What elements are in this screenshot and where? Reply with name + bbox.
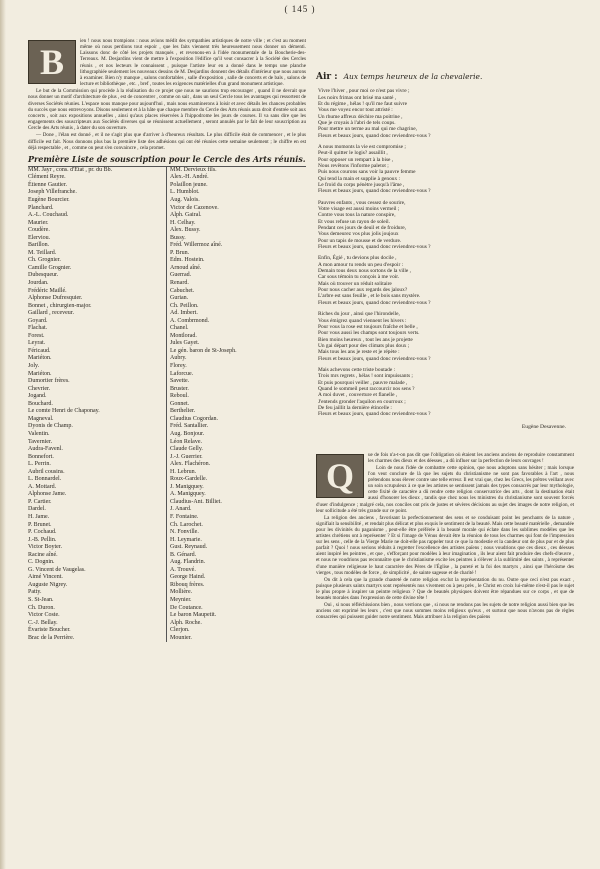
subscriber-name: Goyard. <box>28 317 48 324</box>
subscriber-name: Dardel. <box>28 506 46 513</box>
subscriber-name: H. Leymarie. <box>170 536 202 543</box>
ornamental-dropcap-essay: Q <box>316 454 364 498</box>
song-header <box>316 74 574 80</box>
subscriber-name: H. Jame. <box>28 513 50 520</box>
subscriber-name: Alph. Gairal. <box>170 212 202 219</box>
poem-line: Pour un tapis de mousse et de verdure. <box>318 237 402 244</box>
subscriber-name: Coudère. <box>28 227 50 234</box>
poem-line: Un gai départ pour des climats plus doux ; <box>318 342 410 349</box>
intro-paragraph-1: ien ! nous nous trompions : nous avions médit des sympathies artistiques de notre ville ; et c'est au moment même où nous perdions tout espoir , que les faits viennent très heureusement nous donner un démenti. Laissons donc de côté les projets manqués , et revenons-en à l'idée monumentale de la Boucherie-des-Terreaux. M. Desjardins vient de mettre à l'exposition l'édifice qu'il veut consacrer à la Société des Cercles réunis , et nos lecteurs le connaissent , puisque l'artiste leur en a donné dans le temps une planche lithographiée seulement les nouveaux dessins de M. Desjardins donnent des détails d'intérieur que nous aurons à examiner. Bien n'y manque , salons confortables , salle d'exposition , salle de concerts et de bals , salons de lecture et bibliothèque , etc. , bref , toutes les exigences matérielles d'un grand monument artistique. <box>80 38 306 88</box>
subscriber-name: Joly. <box>28 363 40 370</box>
subscriber-name: George Haind. <box>170 574 206 581</box>
essay-paragraph-4: On dit à cela que la grande chasteté de notre religion exclut la représentation du nu. Outre que ceci n'est pas exact , puisque plusieurs saints martyrs sont représentés nus vivement ou à peu près , le Christ en croix lui-même n'est-il pas le sujet le plus propre à inspirer un peintre religieux ? Que de beautés physiques doivent être répandues sur ce corps , et que de beautés morales dans l'expression de cette divine tête ! <box>316 576 574 601</box>
poem-line: Pauvres enfants , vous cessez de sourire, <box>318 199 406 206</box>
subscriber-name: Ad. Imbert. <box>170 310 198 317</box>
subscriber-name: Flachat. <box>28 325 48 332</box>
subscriber-name: Victor de Cazenove. <box>170 204 219 211</box>
poem-line: Car sous témoin tu conçois à me voir. <box>318 274 400 281</box>
subscriber-name: Brac de la Perrière. <box>28 634 75 641</box>
subscriber-name: Racine aîné. <box>28 551 58 558</box>
subscriber-name: Chanel. <box>170 325 189 332</box>
subscriber-name: Bonnet , chirurgien-major. <box>28 302 92 309</box>
intro-paragraph-2: Le but de la Commission qui procède à la réalisation du ce projet que nous ne saurions trop encourager , quand il ne devrait que nous donner un motif d'architecture de plus , est de concentrer , comme on sait , dans un seul Cercle tous les avantages qui ressortent de diverses Sociétés réunies. L'espace nous manque pour aujourd'hui , mais nous examinerons à loisir et avec détails les chances probables du succès que nous entrevoyons. Disons seulement et à la hâte que chaque membre du Cercle des Arts réunis aura droit d'entrée soit aux concerts , soit aux expositions annuelles , ainsi qu'aux places réservées à l'hippodrome les jours de courses. Il va sans dire que les engagements des souscripteurs aux Sociétés diverses qui se réunissent actuellement , seront annulés par le fait de leur souscription au Cercle des Arts réunis , à dater du son ouverture. <box>28 88 306 132</box>
subscriber-name: Aug. Flandrin. <box>170 559 206 566</box>
subscriber-name: P. Brun. <box>170 249 190 256</box>
poem-line: Peut-il quitter le logis? assaillit , <box>318 150 388 157</box>
subscriber-names-left-column <box>28 167 167 642</box>
poem-stanza <box>318 200 574 251</box>
poem-line: L'arbre est sans feuille , et le bois sans mystère. <box>318 293 421 300</box>
poem-line: Fleurs et beaux jours, quand donc reviendrez-vous ? <box>318 132 431 139</box>
subscriber-name: Jules Gayet. <box>170 340 200 347</box>
subscriber-name: Le comte Henri de Chaponay. <box>28 408 100 415</box>
subscriber-name: Fréd. Santallier. <box>170 423 209 430</box>
subscriber-name: L. Perrin. <box>28 461 51 468</box>
poem-line: A moi duvet , couverture et flanelle , <box>318 392 398 399</box>
poem-stanza <box>318 144 574 195</box>
left-column <box>28 38 306 642</box>
poem-line: Pour mettre un terme au mal qui me chagrine, <box>318 126 417 133</box>
subscriber-name: Féricaud. <box>28 347 51 354</box>
subscriber-name: MM. Dervieux fils. <box>170 166 217 173</box>
subscriber-name: Meynier. <box>170 596 192 603</box>
subscriber-name: C. Dognin. <box>28 559 55 566</box>
subscriber-name: Claude Gelly. <box>170 446 203 453</box>
subscriber-name: Claudius Cogordan. <box>170 415 218 422</box>
poem-stanza <box>318 367 574 418</box>
poem-line: Mais tous les ans je reste et je répète : <box>318 349 400 356</box>
subscriber-name: Joseph Villefranche. <box>28 189 77 196</box>
poem-line: Nous revêtons l'informe paletot ; <box>318 162 389 169</box>
subscriber-name: P. Cartier. <box>28 498 52 505</box>
subscriber-name: F. Fontaine. <box>170 513 199 520</box>
poem-line: Le froid du corps pénètre jusqu'à l'âme , <box>318 181 405 188</box>
subscriber-name: Chevrier. <box>28 385 51 392</box>
subscriber-name: H. Lebrun. <box>170 468 197 475</box>
poem-line: Trois mrs regrets , hélas ! sont impuissants ; <box>318 373 413 380</box>
poem-line: Pour opposer un rempart à la bise , <box>318 156 394 163</box>
poem-line: Demain tous deux nous sortons de la ville , <box>318 268 411 275</box>
subscriber-name: Eugène Bourcier. <box>28 197 70 203</box>
subscriber-name: MM. Jayr , cons. d'État , pr. du Bb. <box>28 166 113 173</box>
subscriber-name: J.-B. Pellin. <box>28 536 57 543</box>
subscriber-name: Aubril cousins. <box>28 468 65 475</box>
subscriber-name: Reboul. <box>170 393 189 400</box>
poem-line: Qui tend la main et supplie à genoux : <box>318 175 401 182</box>
subscriber-name: Planchard. <box>28 204 54 211</box>
subscriber-name: Étienne Gautier. <box>28 181 67 188</box>
subscriber-name: P. Brunet. <box>28 521 52 528</box>
subscriber-names-table <box>28 166 306 642</box>
subscriber-name: M. Teillard. <box>28 249 57 256</box>
subscriber-name: Fréd. Willermoz aîné. <box>170 242 223 249</box>
subscriber-name: Alphonse Jame. <box>28 491 67 498</box>
subscriber-name: Jogand. <box>28 393 47 400</box>
essay-paragraph-3: La religion des anciens , favorisant la perfectionnement des sens et se conduisant point les penchants de la nature , signifiait la sensibilité , et rendait plus délicat et plus exquis le sentiment de la beauté. Mais cette beauté matérielle , demandée pour les divinités du paganisme , peut-elle être préférée à la beauté morale qui éclate dans les sublimes modèles que les artistes chrétiens ont à représenter ? Et si l'image de Vénus devait être la réunion de tous les charmes qui font de l'impression sur les sens , celle de la Vierge Marie ne doit-elle pas rappeler tout ce que la modestie et la candeur ont de plus pur et de plus parfait ? Quoi ! nous serions réduits à regretter l'excellence des artistes païens ; nous voudrions que ces dieux , ces déesses aient inspiré les peintres , et que , s'efforçant pour modèles à leur imagination , ils leur aient fait produire des chefs-d'œuvre , et nous ne voudrions pas reconnaître que le christianisme excite les peintres à s'élever à la sublimité des saints , à représenter d'une manière religieuse le haut caractère des Pères de l'Église , la pureté et la foi des martyrs , ainsi que l'héroïsme des vierges , tous modèles de force , de simplicité , de sainte sagesse et de charité ! <box>316 514 574 576</box>
subscriber-name: Magneval. <box>28 415 54 422</box>
poem-line: Et du régime , hélas ! qu'il me faut suivre <box>318 100 407 107</box>
subscriber-name: Forest. <box>28 332 45 339</box>
poem <box>316 88 574 418</box>
poem-line: Fleurs et beaux jours, quand donc reviendrez-vous ? <box>318 411 431 418</box>
poem-line: A mon amour tu rends un peu d'espoir : <box>318 261 404 268</box>
poem-line: Fleurs et beaux jours, quand donc reviendrez-vous ? <box>318 188 431 195</box>
subscriber-name: J. Manigquey. <box>170 483 204 490</box>
subscriber-name: Alphonse Dufresquier. <box>28 295 83 302</box>
poem-line: A nous momonts la vie est compromise ; <box>318 143 406 150</box>
poem-line: Vous me voyez encor tout attristé : <box>318 107 393 114</box>
poem-line: Quand le sommeil peut raccourcir nos sens ? <box>318 385 415 392</box>
subscriber-name: A. Manigquey. <box>170 491 206 498</box>
subscriber-name: Alex. Flachéron. <box>170 461 211 468</box>
subscriber-name: Ch. Duron. <box>28 604 55 611</box>
subscriber-name: H. Celhay. <box>170 219 196 226</box>
poem-stanza <box>318 311 574 362</box>
subscriber-name: P. Cochaud. <box>28 529 57 536</box>
subscriber-name: Laforcue. <box>170 370 194 377</box>
poem-line: Puis nous courons sans voir la pauvre femme <box>318 169 416 176</box>
subscriber-name: Ch. Peillon. <box>170 302 199 309</box>
subscription-list-heading: Première Liste de souscription pour le Cercle des Arts réunis. <box>28 153 306 164</box>
subscriber-name: Jourdan. <box>28 280 49 287</box>
subscriber-name: Savette. <box>170 378 190 385</box>
subscriber-name: N. Fonville. <box>170 529 199 536</box>
poem-line: Fleurs et beaux jours, quand donc reviendrez-vous ? <box>318 299 431 306</box>
subscriber-name: Valentin. <box>28 430 50 437</box>
subscriber-name: Aug. Valois. <box>170 197 200 203</box>
ornamental-dropcap: B <box>28 40 76 84</box>
subscriber-name: Audra-Favenl. <box>28 446 63 453</box>
subscriber-name: Montlorad. <box>170 332 197 339</box>
poem-line: Mais où trouver un réduit solitaire <box>318 280 392 287</box>
poem-line: Et puis pourquoi veiller , pauvre malade , <box>318 379 408 386</box>
subscriber-name: Barillon. <box>28 242 50 249</box>
poem-line: Mais achevons cette triste boutade : <box>318 366 396 373</box>
subscriber-name: B. Génard. <box>170 551 197 558</box>
subscriber-name: Leyrat. <box>28 340 46 347</box>
subscriber-name: Edm. Hostein. <box>170 257 205 264</box>
subscriber-name: Ch. Grognier. <box>28 257 61 264</box>
subscriber-name: Claudius-Ant. Billiet. <box>170 498 222 505</box>
poem-line: Pour nous cacher aux regards des jaloux? <box>318 287 408 294</box>
air-title: Aux temps heureux de la chevalerie. <box>343 72 483 81</box>
poem-line: Pour vous la rose est toujours fraîche et belle , <box>318 323 418 330</box>
subscriber-name: Ch. Larochet. <box>170 521 203 528</box>
essay-paragraph-2: Loin de nous l'idée de combattre cette opinion, que nous adoptons sans hésiter ; mais lorsque l'on veut conclure de là que les sujets du christianisme ne sont pas favorables à l'art , nous prétendons nous élever contre une telle erreur. Il est vrai que, chez les Grecs, les prêtres veillant avec un soin scrupuleux à ce que les artistes se sentissent jamais des types consacrés par leur mythologie, cette fixité de caractère a dû rendre cette religion conservatrice des arts , dont la destination était aussi d'honorer les dieux , tandis que chez nous les ministres du christianisme sont souvent forcés d'user d'indulgence ; malgré cela, nos conciles ont pris de justes et sévères décisions au sujet des images de notre religion, et leur sollicitude a été très grande sur ce point. <box>316 465 574 514</box>
subscriber-name: C.-J. Bellay. <box>28 619 58 626</box>
subscriber-name: S. St-Jean. <box>28 596 54 603</box>
subscriber-name: Victor Boyter. <box>28 544 62 551</box>
subscriber-name: Bouchard. <box>28 400 53 407</box>
subscriber-name: Alex. Bussy. <box>170 227 201 234</box>
subscriber-name: Elerviou. <box>28 234 51 241</box>
subscriber-name: Guerrad. <box>170 272 192 279</box>
subscriber-name: Renard. <box>170 280 189 287</box>
subscriber-name: Bussy. <box>170 234 186 241</box>
subscriber-name: Mariéton. <box>28 370 52 377</box>
subscriber-name: Auguste Nigrey. <box>28 581 68 588</box>
poem-line: Les noirs frimas ont brisé ma santé , <box>318 94 397 101</box>
subscriber-name: Roux-Gardelle. <box>170 476 208 483</box>
subscriber-name: Camille Grognier. <box>28 264 72 271</box>
subscriber-name: Évariste Boucher. <box>28 627 71 634</box>
subscriber-name: Clément Reyre. <box>28 174 66 181</box>
poem-line: Vivre l'hiver , pour moi ce n'est pas vivre ; <box>318 88 410 95</box>
poem-line: Vous émigrez quand viennent les hivers : <box>318 317 407 324</box>
poem-line: Vous demeurez vos plus jolis joujoux <box>318 231 399 238</box>
subscriber-name: Patty. <box>28 589 42 596</box>
intro-paragraph-3: — Done , l'élan est donné , et il ne s'agit plus que d'arriver à d'heureux résultats. Le plus difficile était de commencer , et le plus difficile est fait. Nous donnons plus bas la première liste des adhésions qui ont été réunies cette semaine seulement ; le chiffre en est déjà respectable , et , comme on peut s'en convaincre , cela promet. <box>28 132 306 151</box>
subscriber-name: Léon Relave. <box>170 438 202 445</box>
subscriber-name: A. Trouvé. <box>170 566 196 573</box>
poem-line: Pour vous aussi les champs sont toujours verts. <box>318 330 420 337</box>
poem-line: Et vous refuse un rayon de soleil. <box>318 218 391 225</box>
subscriber-name: G. Vincent de Vaugelas. <box>28 566 86 573</box>
subscriber-name: J.-J. Guerrier. <box>170 453 203 460</box>
subscriber-name: Bonnefort. <box>28 453 54 460</box>
subscriber-name: A. Mottard. <box>28 483 57 490</box>
subscriber-name: L. Bonnardel. <box>28 476 62 483</box>
essay-paragraph-5: Oui , si nous réfléchissions bien , nous verrions que , si nous ne rendons pas les sujets de notre religion aussi bien que les anciens ont exprimé les leurs , c'est que nous sommes moins religieux qu'eux , et surtout que nous n'avons pas de règles consacrées qui puissent guider notre sentiment. Mais attribuer à la religion des païens <box>316 602 574 621</box>
subscriber-name: Victor Coste. <box>28 612 60 619</box>
subscriber-name: Gurian. <box>170 295 189 302</box>
subscriber-name: Aubry. <box>170 355 187 362</box>
poem-line: Fleurs et beaux jours, quand donc reviendrez-vous ? <box>318 355 431 362</box>
essay-paragraph-1: ue de fois n'a-t-on pas dit que l'obligation où étaient les anciens anciens de reproduire constamment les charmes des dieux et des déesses , a dû influer sur la perfection de leurs ouvrages ! <box>368 451 574 464</box>
subscriber-name: De Coutance. <box>170 604 203 611</box>
subscriber-name: A. Combrmond. <box>170 317 210 324</box>
subscriber-name: Florey. <box>170 363 187 370</box>
subscriber-name: Alex.-H. André. <box>170 174 209 181</box>
subscriber-name: Bruster. <box>170 385 189 392</box>
subscriber-name: Le baron Maupetit. <box>170 612 217 619</box>
subscriber-name: Maurier. <box>28 219 49 226</box>
poem-stanza <box>318 255 574 306</box>
subscriber-name: Gaillard , receveur. <box>28 310 74 317</box>
essay <box>316 452 574 621</box>
subscriber-name: Arnoud aîné. <box>170 264 202 271</box>
poem-signature: Eugène Desavenne. <box>521 423 566 430</box>
poem-line: J'entends gronder l'aquilon en courroux ; <box>318 398 406 405</box>
subscriber-name: A.-L. Couchaud. <box>28 212 69 219</box>
subscriber-name: Mounier. <box>170 634 192 641</box>
poem-line: De feu jaillit la dernière étincelle : <box>318 404 392 411</box>
subscriber-name: Berthelier. <box>170 408 196 415</box>
subscriber-name: Le gén. baron de St-Joseph. <box>170 347 237 354</box>
subscriber-name: Mariéton. <box>28 355 52 362</box>
poem-line: Un rhume affreux déchire ma poitrine , <box>318 113 403 120</box>
poem-line: Fleurs et beaux jours, quand donc reviendrez-vous ? <box>318 244 431 251</box>
air-label: Air : <box>316 72 338 82</box>
poem-line: Bien moins heureux , tout les ans je projette <box>318 336 413 343</box>
subscriber-name: Dumortier frères. <box>28 378 70 385</box>
poem-line: Que je croyais à l'abri de tels coups. <box>318 119 396 126</box>
subscriber-name: J. Anard. <box>170 506 192 513</box>
subscriber-name: Mollière. <box>170 589 193 596</box>
poem-line: Votre visage est aussi moins vermeil ; <box>318 206 400 212</box>
subscriber-name: Aug. Bonjour. <box>170 430 205 437</box>
subscriber-name: Gust. Reynaud. <box>170 544 208 551</box>
right-column <box>316 38 574 621</box>
subscriber-name: Dyonis de Champ. <box>28 423 73 430</box>
subscriber-name: Clerjon. <box>170 627 190 634</box>
subscriber-name: Aimé Vincent. <box>28 574 63 581</box>
page-number: ( 145 ) <box>284 4 316 14</box>
subscriber-name: Cabuchet. <box>170 287 195 294</box>
subscriber-name: Ribouq frères. <box>170 581 205 588</box>
subscriber-name: Gonnet. <box>170 400 190 407</box>
subscriber-name: Polaillon jeune. <box>170 181 208 188</box>
subscriber-name: Frédéric Maillé. <box>28 287 67 294</box>
poem-line: Pendant ces jours de deuil et de froidure, <box>318 225 407 232</box>
subscriber-name: Alph. Roche. <box>170 619 202 626</box>
subscriber-names-right-column <box>167 167 306 642</box>
poem-stanza <box>318 88 574 139</box>
page-edge-shadow <box>0 0 6 869</box>
poem-line: Riches du jour , ainsi que l'hirondelle, <box>318 311 400 318</box>
subscriber-name: Tavernier. <box>28 438 53 445</box>
subscriber-name: Dubesqueur. <box>28 272 59 279</box>
poem-line: Contre vous tous la nature conspire, <box>318 212 396 219</box>
subscriber-name: L. Humblot. <box>170 189 200 196</box>
poem-line: Enfin, Égié , tu devions plus docile , <box>318 255 397 262</box>
